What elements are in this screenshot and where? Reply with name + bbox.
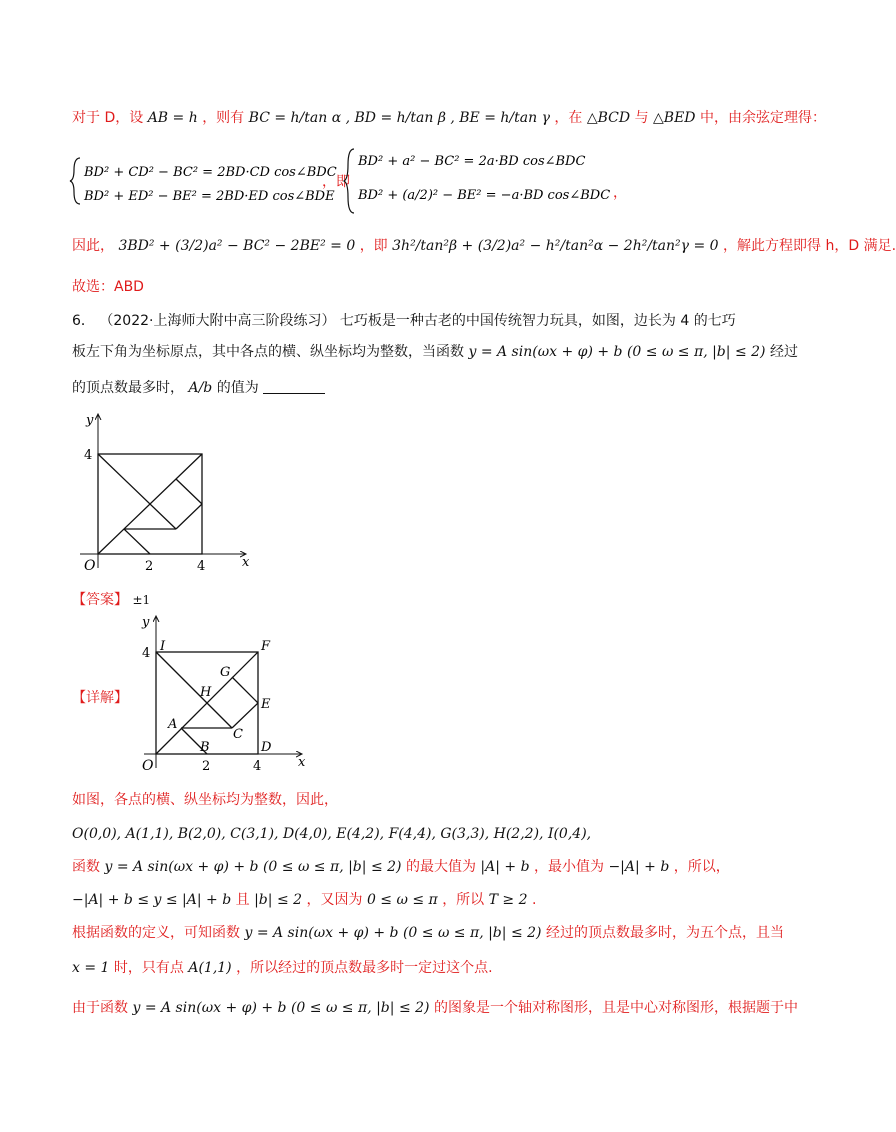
s4-end: . [531,892,537,908]
equation-system-1 [70,150,340,216]
s4-b-bound: |b| ≤ 2 [254,892,303,908]
edge-g-e-2 [232,677,258,703]
s4-period: T ≥ 2 [488,892,528,908]
solution-line6 [72,958,740,978]
point-c-label: C [233,727,243,742]
problem-line1 [72,311,740,331]
problem-text-2b: 经过 [769,344,798,360]
solution-line2 [72,824,740,844]
s7-suffix: 的图象是一个轴对称图形，且是中心对称图形，根据题于中 [433,1000,798,1016]
edge-a-b [124,529,150,554]
solution-line7 [72,998,798,1018]
axis-x-label-2: x [298,755,306,770]
s4-inequality: −|A| + b ≤ y ≤ |A| + b [72,892,232,908]
edge-g-e [176,479,202,504]
s3-prefix: 函数 [72,859,100,875]
part-d-and: 与 [634,110,649,126]
part-d-line3 [72,236,896,256]
point-h-label: H [200,685,212,700]
edge-c-e-2 [232,703,258,728]
sys2-eq2: BD² + (a/2)² − BE² = −a·BD cos∠BDC [358,188,611,203]
part-d-in: ，在 [554,110,583,126]
tangram-figure-2 [130,612,310,786]
problem-text-3a: 的顶点数最多时， [72,380,184,396]
part-d-cosine-law: 中，由余弦定理得： [699,110,826,126]
s3-function: y = A sin(ωx + φ) + b (0 ≤ ω ≤ π, |b| ≤ 2) [104,859,402,875]
triangle-bcd: △BCD [586,110,631,126]
system-2-svg [344,143,614,219]
tick-4y-label-2: 4 [142,646,151,661]
tick-4x-label: 4 [197,559,206,574]
solution-line4 [72,890,740,910]
tangram-pieces-1 [98,454,202,554]
problem-number: 6． [72,313,95,329]
point-coordinates: O(0,0), A(1,1), B(2,0), C(3,1), D(4,0), E(4,2), F(4,4), G(3,3), H(2,2), I(0,4), [72,826,592,842]
s3-min-value: −|A| + b [608,859,670,875]
s5-prefix: 根据函数的定义，可知函数 [72,925,240,941]
s6-text-2: ，所以经过的顶点数最多时一定过这个点. [236,960,493,976]
ratio-a-over-b: A/b [188,380,213,396]
axis-y-label: y [86,413,94,428]
problem-function: y = A sin(ωx + φ) + b (0 ≤ ω ≤ π, |b| ≤ 2) [468,344,766,360]
s4-and: 且 [235,892,250,908]
problem-text-3b: 的值为 [216,380,259,396]
point-e-label: E [261,697,271,712]
point-i-label: I [160,639,166,654]
therefore: 因此， [72,238,114,254]
tick-2-label: 2 [145,559,154,574]
point-d-label: D [261,740,272,755]
s3-min-text: ，最小值为 [534,859,604,875]
that-is: ，即 [359,238,388,254]
triangle-bed: △BED [653,110,696,126]
secondary-diagonal [98,454,176,529]
point-f-label: F [261,639,271,654]
s5-suffix: 经过的顶点数最多时，为五个点，且当 [545,925,784,941]
axis-y-label-2: y [142,615,150,630]
sys1-eq2: BD² + ED² − BE² = 2BD·ED cos∠BDE [84,189,335,204]
tan-formulas: BC = h/tan α , BD = h/tan β , BE = h/tan γ [248,110,550,126]
point-a-label: A [168,717,178,732]
problem-line2 [72,342,798,362]
s6-text-1: 时，只有点 [113,960,184,976]
part-d-then: ，则有 [202,110,245,126]
axis-x-label: x [242,555,250,570]
answer-blank [263,379,325,394]
s3-max-value: |A| + b [480,859,530,875]
equation-h: 3h²/tan²β + (3/2)a² − h²/tan²α − 2h²/tan²γ = 0 [392,238,719,254]
s4-so: ，所以 [442,892,485,908]
left-brace [70,158,80,204]
s4-also: ，又因为 [306,892,363,908]
problem-text-1: 七巧板是一种古老的中国传统智力玩具，如图，边长为 4 的七巧 [339,313,736,329]
origin-label-2: O [142,758,154,774]
point-g-label: G [220,665,231,680]
problem-line3 [72,378,740,398]
tick-2-label-2: 2 [202,759,211,774]
point-b-label: B [200,740,210,755]
s4-omega-range: 0 ≤ ω ≤ π [366,892,438,908]
equation-system-2 [344,143,614,223]
tick-4x-label-2: 4 [253,759,262,774]
sys2-eq1: BD² + a² − BC² = 2a·BD cos∠BDC [358,154,586,169]
detail-label: 【详解】 [72,690,128,706]
edge-c-e [176,504,202,529]
tangram-svg-2 [130,612,310,782]
ab-equals-h: AB = h [147,110,198,126]
s7-function: y = A sin(ωx + φ) + b (0 ≤ ω ≤ π, |b| ≤ 2) [132,1000,430,1016]
solution-line5 [72,923,784,943]
sys1-eq1: BD² + CD² − BC² = 2BD·CD cos∠BDC [84,165,337,180]
problem-source: （2022·上海师大附中高三阶段练习） [99,313,336,329]
system-1-svg [70,150,340,212]
s6-x-equals-1: x = 1 [72,960,110,976]
left-brace-2 [344,149,354,213]
s3-suffix: ，所以， [673,859,730,875]
solution-line1: 如图，各点的横、纵坐标均为整数，因此， [72,792,338,808]
answer-line [72,590,740,610]
answer-value: ±1 [132,593,151,607]
s5-function: y = A sin(ωx + φ) + b (0 ≤ ω ≤ π, |b| ≤ 2) [244,925,542,941]
equation-3bd: 3BD² + (3/2)a² − BC² − 2BE² = 0 [118,238,356,254]
choose-answer: 故选：ABD [72,279,144,295]
problem-text-2a: 板左下角为坐标原点，其中各点的横、纵坐标均为整数，当函数 [72,344,464,360]
system-separator: ，即 [322,174,350,190]
part-d-intro: 对于 D，设 [72,110,144,126]
system-2-tail: ， [613,185,627,201]
s6-point-a: A(1,1) [188,960,232,976]
s3-max-text: 的最大值为 [405,859,476,875]
solution-line3 [72,857,740,877]
tangram-svg-1 [70,408,260,578]
tick-4y-label: 4 [84,448,93,463]
answer-label: 【答案】 [72,592,128,608]
solve-conclusion: ，解此方程即得 h，D 满足. [723,238,896,254]
origin-label: O [84,558,96,574]
s7-prefix: 由于函数 [72,1000,128,1016]
part-d-line1 [72,108,826,128]
tangram-figure-1 [70,408,260,582]
